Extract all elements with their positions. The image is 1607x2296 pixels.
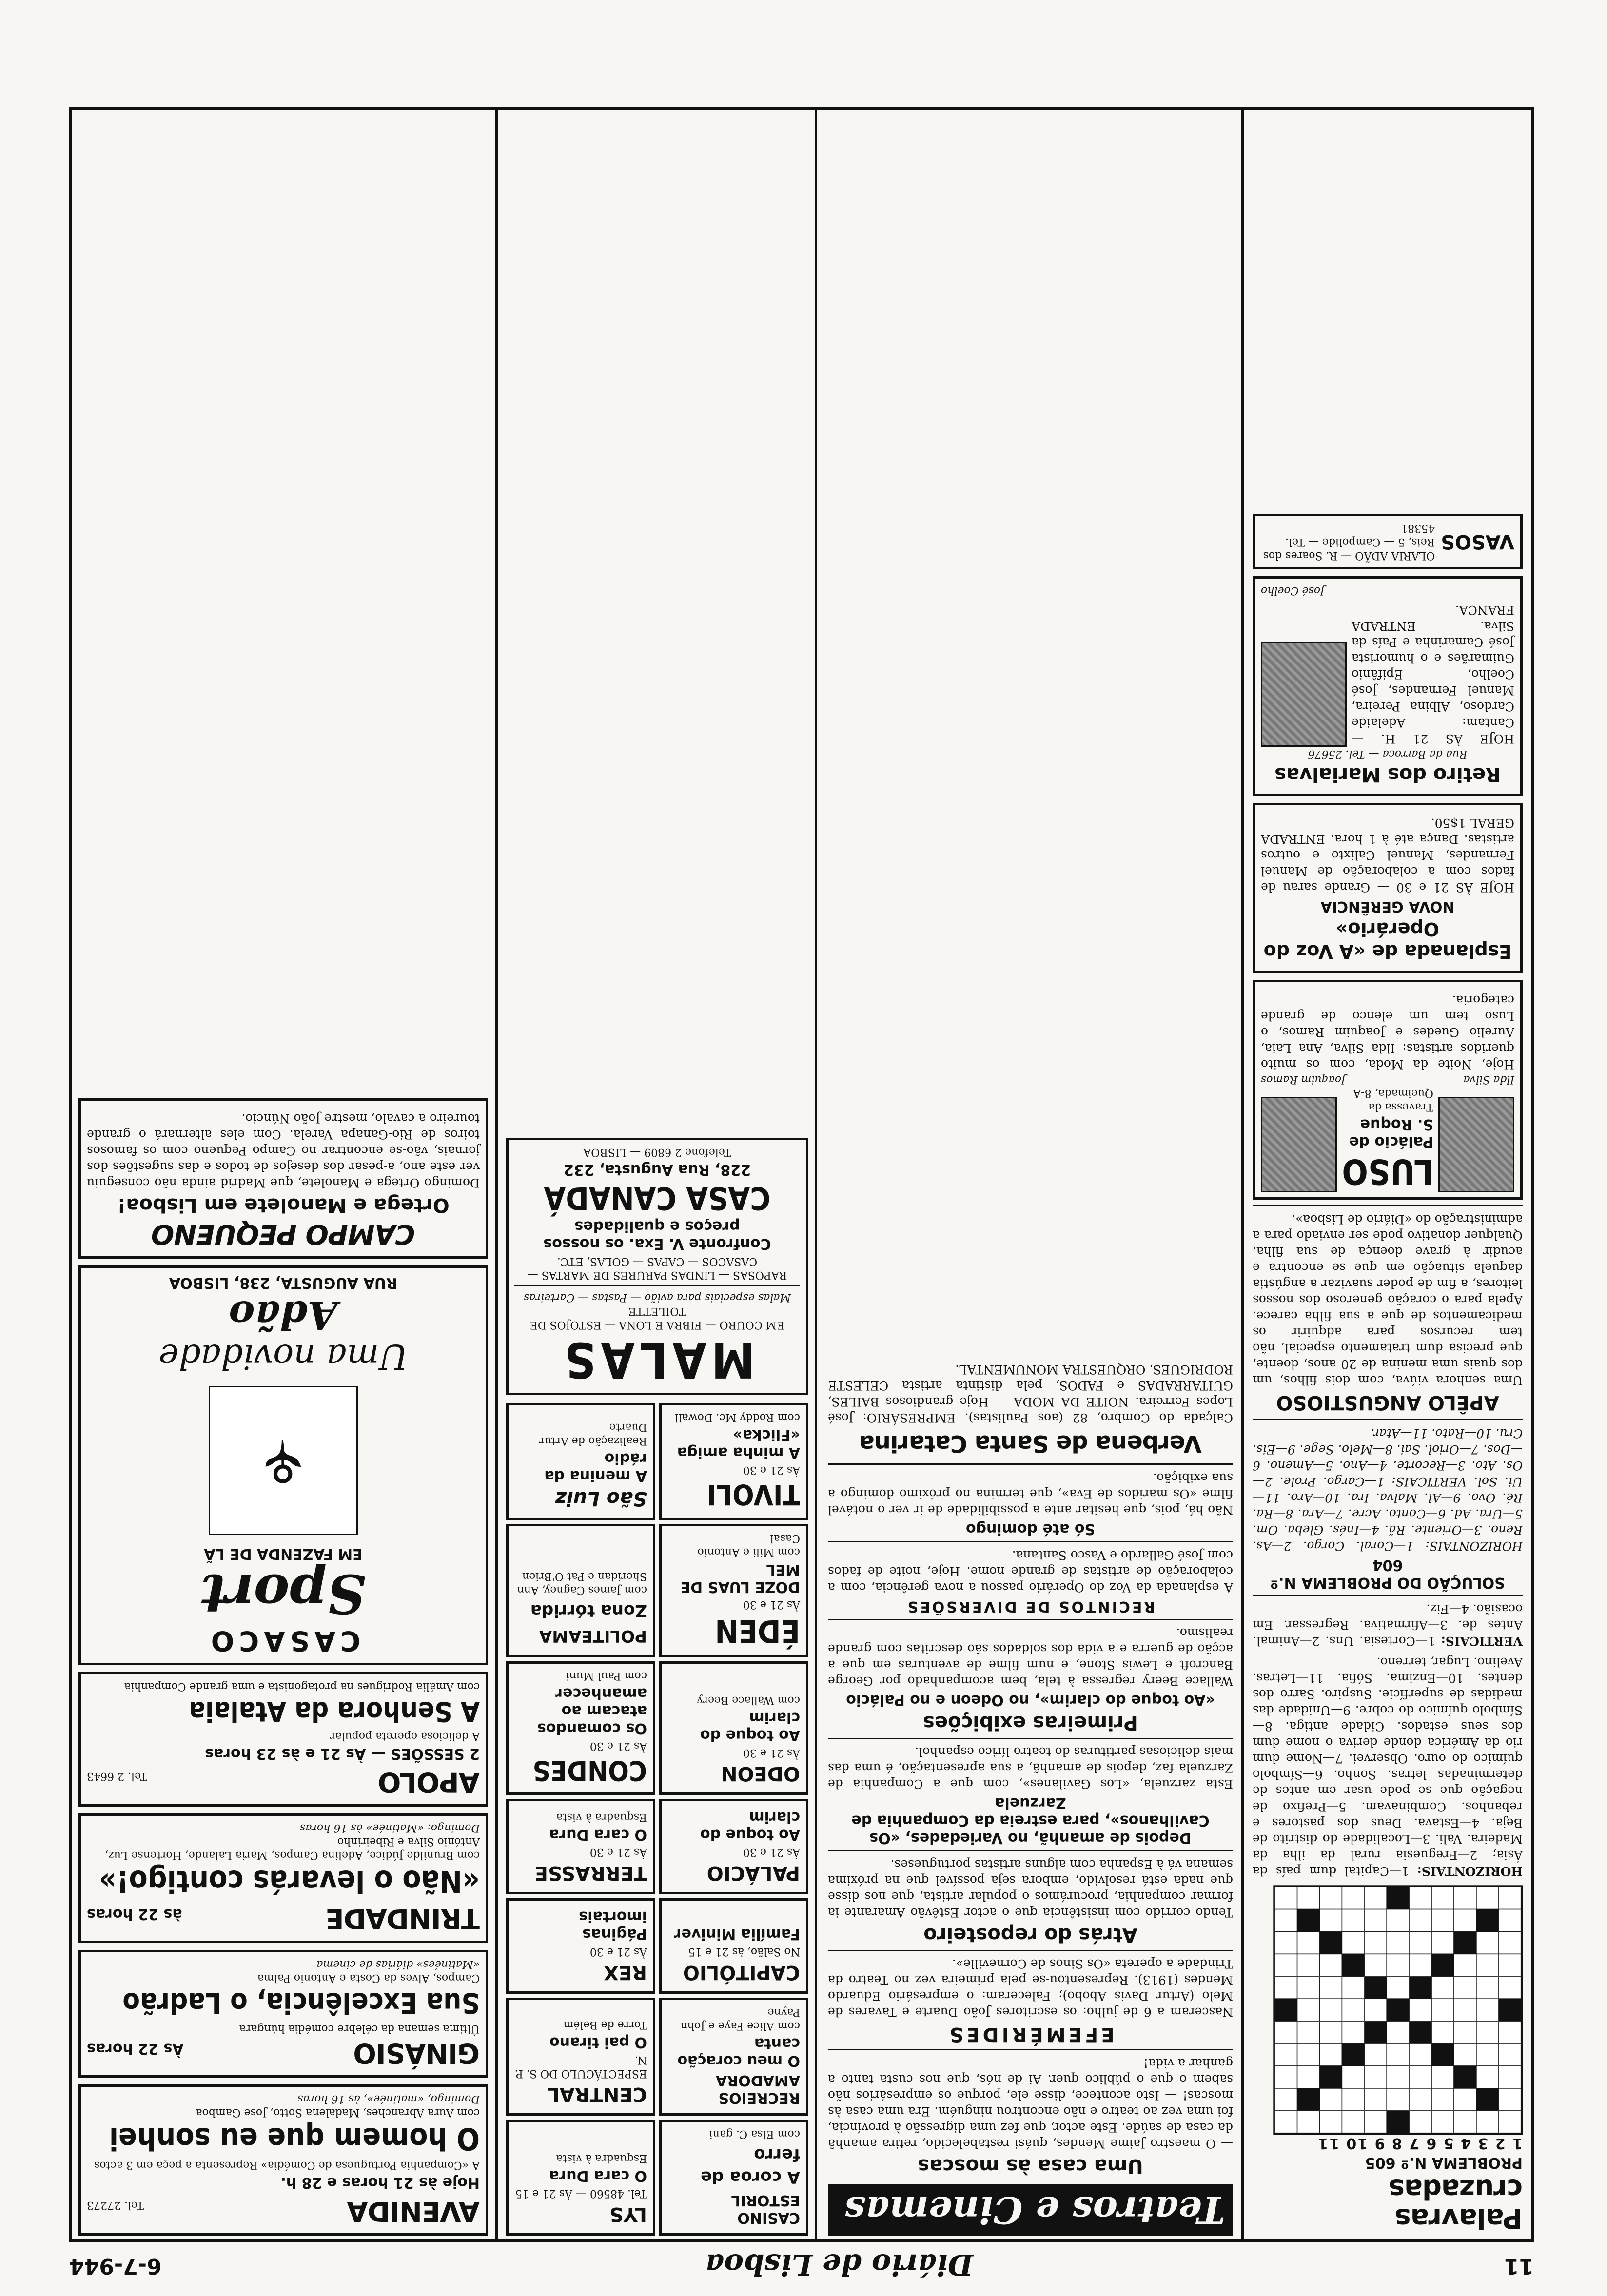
luso-ad <box>1253 980 1523 1200</box>
condes-sub: com Paul Muni <box>566 1670 647 1682</box>
eden-title: ÉDEN <box>715 1613 800 1649</box>
casaco-shop: Adão <box>229 1292 338 1338</box>
tivoli-detail: Às 21 e 30 <box>743 1464 800 1476</box>
recreios-film: O meu coração canta <box>677 2035 800 2069</box>
lys-sub: Esquadra à vista <box>556 2152 647 2164</box>
odeon-film: Ao toque do clarim <box>700 1709 800 1744</box>
odeon-sub: com Wallace Beery <box>697 1694 800 1706</box>
theatre-avenida <box>78 2084 488 2236</box>
santa-text: Calçada do Combro, 82 (aos Paulistas). EMPRESÁRIO: José Lopes Ferreira. NOITE DA MODA — Hoje grandiosos BAILES, GUITARRADAS e FADOS, pela distinta artista CELESTE RODRIGUES. ORQUESTRA MONUMENTAL. <box>828 1362 1233 1425</box>
politeama-film: Zona tórrida <box>530 1601 647 1620</box>
eden-sub: com Mili e Antonio Casal <box>697 1532 800 1558</box>
central-film: O pai tirano <box>549 2034 647 2051</box>
central-sub: Torre de Belém <box>563 2019 647 2031</box>
condes-title: CONDES <box>532 1754 647 1786</box>
primeiras-text: Wallace Beery regressa à tela, bem acompanhado por George Bancroft e Lewis Stone, e num filme de aventuras em que a acção de guerra e a vida dos soldados são descritas com grande realismo. <box>828 1626 1233 1688</box>
column-rule <box>495 107 498 2242</box>
casaco-address: RUA AUGUSTA, 238, LISBOA <box>169 1274 398 1291</box>
cinema-central <box>506 1998 655 2116</box>
primeiras-title: Primeiras exibições <box>923 1712 1138 1734</box>
condes-detail: Às 21 e 30 <box>589 1740 647 1752</box>
depois-title: Depois de amanhã, no Variedades, «Os Cavilhanos», para estreia da Companhia de Zarzuela <box>851 1794 1210 1847</box>
primeiras-subtitle: «Ao toque do clarim», no Odeon e no Palácio <box>846 1692 1215 1709</box>
vasos-text: OLARIA ADÃO — R. Soares dos Reis, 5 — Campolide — Tel. 45381 <box>1263 522 1435 562</box>
coat-icon: ⚘ <box>257 1426 310 1495</box>
lys-film: O cara Dura <box>549 2167 647 2184</box>
casaco-title: CASACO <box>206 1625 361 1656</box>
malas-shop: CASA CANADÁ <box>544 1180 771 1216</box>
eden-film: DOZE LUAS DE MEL <box>680 1561 800 1596</box>
politeama-title: POLITEAMA <box>539 1626 647 1646</box>
campo-article-title: Ortega e Manolete em Lisboa! <box>117 1194 450 1216</box>
vasos-title: VASOS <box>1441 530 1514 553</box>
domingo-text: Não há, pois, que hesitar ante a possibilidade de ir ver o notável filme «Os maridos de Eva», que termina no próximo domingo a sua exibição. <box>828 1471 1233 1517</box>
paper-name: Diário de Lisboa <box>705 2247 973 2281</box>
lys-detail: Tel. 48560 — Às 21 e 15 <box>515 2187 647 2199</box>
cinema-capitolio <box>659 1898 808 1994</box>
moscas-title: Uma casa às moscas <box>918 2155 1143 2177</box>
casaco-tagline: Uma novidade <box>158 1337 408 1377</box>
trindade-time: às 22 horas <box>87 1906 182 1923</box>
esplanada-subtitle: NOVA GERÊNCIA <box>1320 898 1455 915</box>
cinema-odeon <box>659 1661 808 1795</box>
central-detail: ESPECTÁCULO DO S. P. N. <box>514 2054 647 2080</box>
retiro-photo <box>1261 642 1347 747</box>
theatre-trindade <box>78 1813 488 1943</box>
solucao-title: SOLUÇÃO DO PROBLEMA N.º 604 <box>1270 1557 1505 1591</box>
column-teatros <box>822 107 1239 2242</box>
verticais-text: 1—Cortesia. Uns. 2—Animal. Antes de. 3—Afirmativa. Regressar. Em ocasião. 4—Fiz. <box>1253 1602 1523 1648</box>
tivoli-title: TIVOLI <box>706 1478 800 1511</box>
cinema-politeama <box>506 1524 655 1657</box>
ginasio-play: Sua Excelência, o Ladrão <box>122 1986 480 2020</box>
rex-title: REX <box>604 1961 647 1984</box>
capitolio-title: CAPITÓLIO <box>683 1961 800 1984</box>
column-cinemas <box>502 107 812 2242</box>
palacio-detail: Às 21 e 30 <box>743 1846 800 1858</box>
odeon-detail: Às 21 e 30 <box>743 1747 800 1759</box>
malas-title: MALAS <box>559 1331 755 1388</box>
malas-line1: EM COURO — FIBRA E LONA — ESTOJOS DE TOILETTE <box>529 1305 785 1331</box>
ginasio-line1: Última semana da célebre comédia húngara <box>239 2023 480 2035</box>
luso-subtitle: Palácio de S. Roque <box>1349 1116 1433 1150</box>
column-rule <box>815 107 817 2242</box>
moscas-text: — O maestro Jaime Mendes, quási restabelecido, retira amanhã da casa de saúde. Este actor, que fez uma digressão à província, foi uma vez ao teatro e não encontrou ninguém. Era uma casa às moscas! — Isto acontece, disse ele, porque os empresários não sabem o que o público quer. Ai de nós, que nos custa tanto a ganhar a vida! <box>828 2056 1233 2151</box>
cinema-recreios <box>659 1998 808 2116</box>
recreios-title: RECREIOS AMADORA <box>715 2072 800 2106</box>
theatre-ginasio <box>78 1950 488 2078</box>
cinema-palacio <box>659 1799 808 1894</box>
retiro-caption: José Coelho <box>1261 584 1325 597</box>
casaco-subtitle: EM FAZENDA DE LÃ <box>204 1545 363 1562</box>
apolo-line2: A deliciosa opereta popular <box>330 1730 480 1742</box>
malas-line4: Confronte V. Exa. os nossos preços e qualidades <box>543 1218 771 1252</box>
cinema-terrasse <box>506 1799 655 1894</box>
odeon-title: ODEON <box>721 1762 800 1785</box>
malas-phone: Telefone 2 6809 — LISBOA <box>583 1146 731 1158</box>
casaco-illustration <box>209 1386 358 1535</box>
palacio-film: Ao toque do clarim <box>700 1809 800 1843</box>
sao-luiz-title: São Luiz <box>555 1487 647 1510</box>
luso-photo-left <box>1438 1097 1514 1192</box>
trindade-play: «Não o levarás contigo!» <box>98 1864 480 1899</box>
avenida-line2: A «Companhia Portuguesa de Comédia» Representa a peça em 3 actos <box>94 2159 480 2171</box>
avenida-line1: Hoje às 21 horas e 28 h. <box>280 2174 480 2191</box>
esplanada-title: Esplanada de «A Voz do Operário» <box>1263 918 1512 962</box>
recintos-text: A esplanada da Voz do Operário passou a nova gerência, com a colaboração de artistas de grande nome. Hoje, noite de fados com José Gallardo e Vasco Santana. <box>828 1548 1233 1595</box>
central-title: CENTRAL <box>547 2083 647 2105</box>
apolo-line1: 2 SESSÕES — Às 21 e às 23 horas <box>205 1745 480 1762</box>
teatros-banner-text: Teatros e Cinemas <box>844 2188 1225 2232</box>
malas-line3: RAPOSAS — LINDAS PARURES DE MARTAS — CASACOS — CAPAS — GOLAS, ETC. <box>527 1255 787 1281</box>
domingo-title: Só até domingo <box>965 1520 1096 1537</box>
campo-title: CAMPO PEQUENO <box>151 1218 415 1250</box>
casaco-brand: Sport <box>200 1562 366 1625</box>
luso-caption-left: Ilda Silva <box>1463 1073 1514 1086</box>
cinema-condes <box>506 1661 655 1795</box>
depois-text: Esta zarzuela, «Los Gavilanes», com que a Companhia de Zarzuela faz, depois de amanhã, a sua apresentação, é uma das mais deliciosas partituras do teatro lírico espanhol. <box>828 1745 1233 1791</box>
avenida-footer: Domingo, «matinée», às 16 horas <box>297 2093 480 2105</box>
lys-title: LYS <box>609 2203 647 2225</box>
horizontais-text: 1—Capital dum país da Ásia; 2—Freguesia rural da ilha da Madeira. Vali. 3—Localidade do distrito de Beja. 4—Estava. Deus dos pastores e rebanhos. Combinavam. 5—Prefixo de negação que se pode usar em antes de determinadas letras. Sonho. 6—Símbolo químico do ouro. Observei. 7—Nome dum rio da América donde deriva o nome dum dos seus estados. Cidade antiga. 8—Símbolo químico do cobre. 9—Unidade das medidas de superfície. Suspiro. Sarro dos dentes. 10—Enzima. Sófia. 11—Letras. Avelino. Lugar, terreno. <box>1253 1655 1523 1878</box>
palacio-title: PALÁCIO <box>706 1862 800 1884</box>
capitolio-detail: No Salão, às 21 e 15 <box>688 1946 800 1958</box>
esplanada-ad <box>1253 803 1523 973</box>
crossword-column-numbers: 1 2 3 4 5 6 7 8 9 10 11 <box>1317 2135 1523 2152</box>
vasos-ad <box>1253 514 1523 569</box>
trindade-title: TRINDADE <box>326 1903 480 1934</box>
malas-ad <box>506 1138 808 1395</box>
page-number: 11 <box>1504 2254 1534 2278</box>
cinema-sao-luiz <box>506 1403 655 1520</box>
estoril-detail: com Elsa C. gani <box>709 2128 800 2140</box>
cinema-rex <box>506 1898 655 1994</box>
capitolio-film: Família Miniver <box>674 1926 800 1943</box>
estoril-film: A coroa de ferro <box>701 2145 800 2187</box>
theatre-apolo <box>78 1672 488 1807</box>
cinema-lys <box>506 2120 655 2236</box>
malas-address: 228, Rua Augusta, 232 <box>564 1161 751 1178</box>
apolo-cast: com Amália Rodrigues na protagonista e uma grande Companhia <box>124 1680 480 1693</box>
reposteiro-title: Atrás do reposteiro <box>923 1924 1137 1946</box>
retiro-title: Retiro dos Marialvas <box>1274 763 1501 786</box>
verticais-title: VERTICAIS: <box>1441 1634 1523 1648</box>
horizontais-title: HORIZONTAIS: <box>1417 1864 1523 1878</box>
eden-detail: Às 21 e 30 <box>743 1598 800 1611</box>
estoril-title: CASINO ESTORIL <box>731 2192 800 2226</box>
trindade-footer: Domingo: «Matinée» às 16 horas <box>299 1822 480 1834</box>
luso-caption-right: Joaquim Ramos <box>1261 1073 1346 1086</box>
efemerides-text: Nasceram a 6 de julho: os escritores João Duarte e Tavares de Melo (Artur Davis Abobo); Faleceram: o empresário Eduardo Mendes (1913). Representou-se pela primeira vez no Teatro da Trindade a opereta «Os Sinos de Corneville». <box>828 1957 1233 2019</box>
date: 6-7-944 <box>69 2254 162 2278</box>
efemerides-title: EFEMÉRIDES <box>946 2023 1115 2045</box>
reposteiro-text: Tendo corrido com insistência que o actor Estêvão Amarante ia formar companhia, procurámos o popular artista, que nos disse que nada está resolvido, embora seja possível que na próxima semana vá à Espanha com alguns artistas portugueses. <box>828 1857 1233 1920</box>
apolo-play: A Senhora da Atalaia <box>189 1695 480 1727</box>
column-crossword <box>1249 107 1527 2242</box>
terrasse-sub: Esquadra à vista <box>556 1811 647 1823</box>
rex-film: Páginas imortais <box>579 1908 647 1943</box>
luso-photo-right <box>1261 1097 1337 1192</box>
trindade-cast: com Brunilde Júdice, Adelina Campos, Maria Lalande, Hortense Luz, António Silva e Ribeirinho <box>105 1835 480 1861</box>
cinema-estoril <box>659 2120 808 2236</box>
masthead <box>69 2247 1534 2281</box>
retiro-text: HOJE ÀS 21 H. — Cantam: Adelaide Cardoso, Albina Pereira, Manuel Fernandes, José Coelho, Epifânio Guimarães e o humorista José Camarinha e País da Silva. ENTRADA FRANCA. <box>1352 603 1514 746</box>
ginasio-title: GINÁSIO <box>353 2037 480 2069</box>
avenida-play: O homem que eu sonhei <box>109 2121 480 2157</box>
sao-luiz-detail: Realização de Artur Duarte <box>539 1421 647 1447</box>
teatros-banner <box>828 2184 1233 2236</box>
solucao-text: HORIZONTAIS: 1—Coral. Corgo. 2—As. Reno. 3—Oriente. Rã. 4—Inés. Gleba. Om. 5—Ura. Ad. 6—Conto. Acre. 7—Ara. 8—Ra. Ré. Ovo. 9—Al. Malva. Ira. 10—Aro. 11—Ui. Sol. VERTICAIS: 1—Cargo. Prole. 2—Os. Ato. 3—Recorte. 4—Ano. 5—Ameno. 6—Dos. 7—Oriol. Sai. 8—Melo. Sege. 9—Eis. Cru. 10—Rato. 11—Atar. <box>1253 1426 1523 1553</box>
crossword-problem: PROBLEMA N.º 605 <box>1365 2154 1523 2171</box>
sao-luiz-film: A menina da rádio <box>544 1450 647 1484</box>
ginasio-time: Às 22 horas <box>87 2040 184 2057</box>
esplanada-text: HOJE ÀS 21 e 30 — Grande sarau de fados com a colaboração de Manuel Fernandes, Manuel Calixto e outros artistas. Dança até à 1 hora. ENTRADA GERAL 1$50. <box>1261 816 1514 895</box>
crossword-grid <box>1273 1885 1523 2135</box>
terrasse-detail: Às 21 e 30 <box>589 1846 647 1858</box>
crossword-header: Palavras cruzadas <box>1389 2173 1523 2234</box>
retiro-ad <box>1253 576 1523 796</box>
cinema-eden <box>659 1524 808 1657</box>
malas-line2: Malas especiais para avião — Pastas — Carteiras <box>524 1291 791 1304</box>
retiro-address: Rua da Barroca — Tel. 25676 <box>1308 748 1468 760</box>
tivoli-sub: com Roddy Mc. Dowall <box>675 1411 800 1423</box>
politeama-detail: com James Cagney, Ann Sheridan e Pat O'Brien <box>517 1570 647 1596</box>
recreios-detail: com Alice Faye e John Payne <box>680 2006 800 2032</box>
casaco-ad <box>78 1265 488 1665</box>
santa-title: Verbena de Santa Catarina <box>859 1430 1202 1457</box>
terrasse-title: TERRASSE <box>534 1862 647 1884</box>
cinema-tivoli <box>659 1403 808 1520</box>
apelo-title: APÊLO ANGUSTIOSO <box>1276 1391 1499 1414</box>
avenida-cast: com Aura Abranches, Madalena Sotto, Jose Gamboa <box>196 2106 480 2119</box>
campo-article: Domingo Ortega e Manolete, que Madrid ainda não conseguiu ver este ano, a-pesar dos desejos de todos e das sugestões dos jornais, vão-se encontrar no Campo Pequeno com os famosos toiros de Rio-Ganapa Varela. Com eles alternará o grande toureiro a cavalo, mestre João Núncio. <box>87 1111 480 1190</box>
campo-ad <box>78 1098 488 1259</box>
apelo-text: Uma senhora viúva, com dois filhos, um dos quais uma menina de 20 anos, doente, que precisa dum tratamento especial, não tem recursos para adquirir os medicamentos de que a sua filha carece. Apela para o coração generoso dos nossos leitores, a fim de poder suavizar a angústia daquela situação em que se encontra e acudir à grave doença de sua filha. Qualquer donativo pode ser enviado para a administração do «Diário de Lisboa». <box>1253 1212 1523 1387</box>
luso-detail: Travessa da Queimada, 8-A <box>1353 1087 1433 1113</box>
luso-text: Hoje, Noite da Moda, com os muito queridos artistas: Ilda Silva, Ana Laia, Aurelio Guedes e Joaquim Ramos, o Luso tem um elenco de grande categoria. <box>1261 993 1514 1071</box>
avenida-tel: Tel. 27273 <box>87 2199 144 2211</box>
recintos-title: RECINTOS DE DIVERSÕES <box>905 1598 1156 1615</box>
avenida-title: AVENIDA <box>347 2195 480 2227</box>
apolo-tel: Tel. 2 6643 <box>87 1770 147 1782</box>
apolo-title: APOLO <box>378 1766 480 1798</box>
column-rule <box>1241 107 1244 2242</box>
ginasio-footer: «Matinées» diárias de cinema <box>316 1958 480 1970</box>
ginasio-cast: Campos, Alves da Costa e Antonio Palma <box>257 1972 480 1984</box>
column-theatres <box>74 107 493 2242</box>
tivoli-film: A minha amiga «Flicka» <box>677 1426 800 1461</box>
terrasse-film: O cara Dura <box>549 1826 647 1843</box>
rex-detail: Às 21 e 30 <box>589 1946 647 1958</box>
luso-name: LUSO <box>1342 1151 1433 1191</box>
condes-film: Os comandos atacam ao amanhecer <box>537 1685 647 1737</box>
